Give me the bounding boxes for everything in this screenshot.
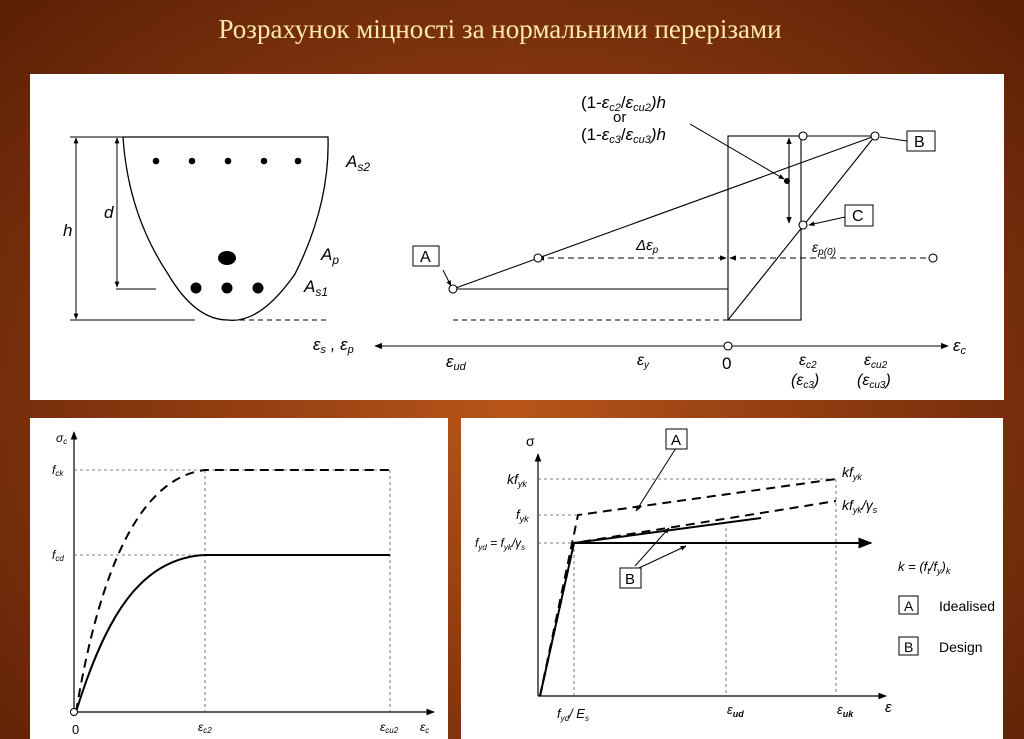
curve-design bbox=[540, 501, 836, 696]
tick-ey: εy bbox=[637, 352, 650, 371]
axis-label-ec: εc bbox=[420, 720, 430, 735]
concrete-stress-strain-panel bbox=[30, 418, 448, 739]
svg-text:Idealised: Idealised bbox=[939, 598, 996, 614]
tick-eud: $\varepsilon_{ud}$ bbox=[727, 702, 744, 719]
axis-label-left: εs , εp bbox=[313, 335, 354, 356]
strain-points bbox=[449, 132, 937, 350]
tick-ec2: εc2 bbox=[799, 352, 817, 371]
axis-label-sigma: σ bbox=[526, 433, 535, 449]
svg-text:A: A bbox=[671, 432, 682, 449]
label-box-b bbox=[620, 568, 641, 588]
tick-fyd: $f_{yd} = f_{yk}/\gamma_s$ bbox=[475, 536, 526, 552]
tick-ecu2: εcu2 bbox=[380, 720, 399, 735]
label-ep0: $\varepsilon_{p(0)}$ bbox=[812, 239, 836, 258]
tick-fyd-es: $f_{yd}/$ $E_s$ bbox=[557, 706, 589, 723]
formula-2: (1-εc3/εcu3)h bbox=[581, 125, 666, 146]
steel-gridlines bbox=[538, 479, 836, 696]
svg-text:A: A bbox=[904, 598, 914, 614]
svg-text:C: C bbox=[852, 208, 864, 225]
axis-label-eps: ε bbox=[885, 699, 892, 716]
label-h: h bbox=[63, 221, 73, 240]
steel-axes bbox=[538, 454, 886, 696]
rebar-bottom bbox=[191, 283, 264, 294]
label-delta-ep: $\Delta\varepsilon_p$ bbox=[636, 237, 659, 256]
svg-text:B: B bbox=[625, 571, 636, 588]
slide-title: Розрахунок міцності за нормальними перерізами bbox=[218, 14, 782, 44]
curve-design bbox=[76, 555, 390, 712]
curve-idealised bbox=[540, 479, 836, 696]
cross-section bbox=[70, 137, 330, 320]
tick-eud: εud bbox=[446, 352, 466, 373]
label-d: d bbox=[104, 203, 114, 222]
tick-ec3: (εc3) bbox=[791, 372, 820, 391]
label-as2: $A_{s2}$ bbox=[346, 152, 371, 174]
strain-lines bbox=[375, 124, 948, 346]
svg-text:Design: Design bbox=[939, 639, 983, 655]
formula-or: or bbox=[613, 109, 627, 126]
steel-stress-strain-panel bbox=[461, 418, 1003, 739]
legend-idealised bbox=[899, 596, 995, 614]
tick-zero: 0 bbox=[722, 354, 732, 373]
line-label-kfyk-gs: $kf_{yk}/\gamma_s$ bbox=[842, 497, 878, 515]
tick-zero: 0 bbox=[72, 722, 80, 737]
line-label-kfyk: $kf_{yk}$ bbox=[842, 464, 862, 482]
steel-stress-strain-diagram bbox=[461, 418, 1003, 739]
axis-label-right: εc bbox=[953, 336, 966, 357]
svg-text:A: A bbox=[420, 249, 431, 266]
label-ap: $A_p$ bbox=[321, 245, 340, 267]
rebar-top bbox=[153, 158, 302, 165]
concrete-axes bbox=[74, 432, 434, 712]
tick-kfyk: $kf_{yk}$ bbox=[507, 471, 527, 489]
pointer-arrows bbox=[635, 448, 686, 568]
label-box-a bbox=[413, 246, 439, 266]
tick-ecu3: (εcu3) bbox=[857, 372, 891, 391]
prestress-tendon bbox=[218, 251, 236, 265]
label-box-c bbox=[845, 205, 873, 226]
legend-design bbox=[899, 637, 983, 655]
tick-ecu2: εcu2 bbox=[864, 352, 888, 371]
origin-point bbox=[71, 709, 78, 716]
tick-euk: $\varepsilon_{uk}$ bbox=[837, 702, 854, 719]
label-as1: $A_{s1}$ bbox=[304, 277, 329, 299]
label-box-b bbox=[907, 131, 935, 151]
k-definition: $k = (f_t/f_y)_k$ bbox=[898, 559, 951, 576]
svg-text:B: B bbox=[904, 639, 914, 655]
tick-fyk: $f_{yk}$ bbox=[516, 507, 529, 524]
label-box-a bbox=[666, 429, 687, 449]
formula-1: (1-εc2/εcu2)h bbox=[581, 93, 666, 114]
svg-text:B: B bbox=[914, 134, 925, 151]
strain-diagram-panel bbox=[30, 74, 1004, 400]
curve-characteristic bbox=[76, 470, 390, 712]
tick-fcd: fcd bbox=[52, 548, 64, 563]
tick-fck: fck bbox=[52, 463, 64, 478]
concrete-gridlines bbox=[74, 470, 390, 712]
strain-diagram bbox=[30, 74, 1004, 400]
curve-design-solid bbox=[540, 518, 761, 696]
tick-ec2: εc2 bbox=[198, 720, 212, 735]
concrete-stress-strain-diagram bbox=[30, 418, 448, 739]
axis-label-sigma-c: σc bbox=[56, 431, 68, 446]
